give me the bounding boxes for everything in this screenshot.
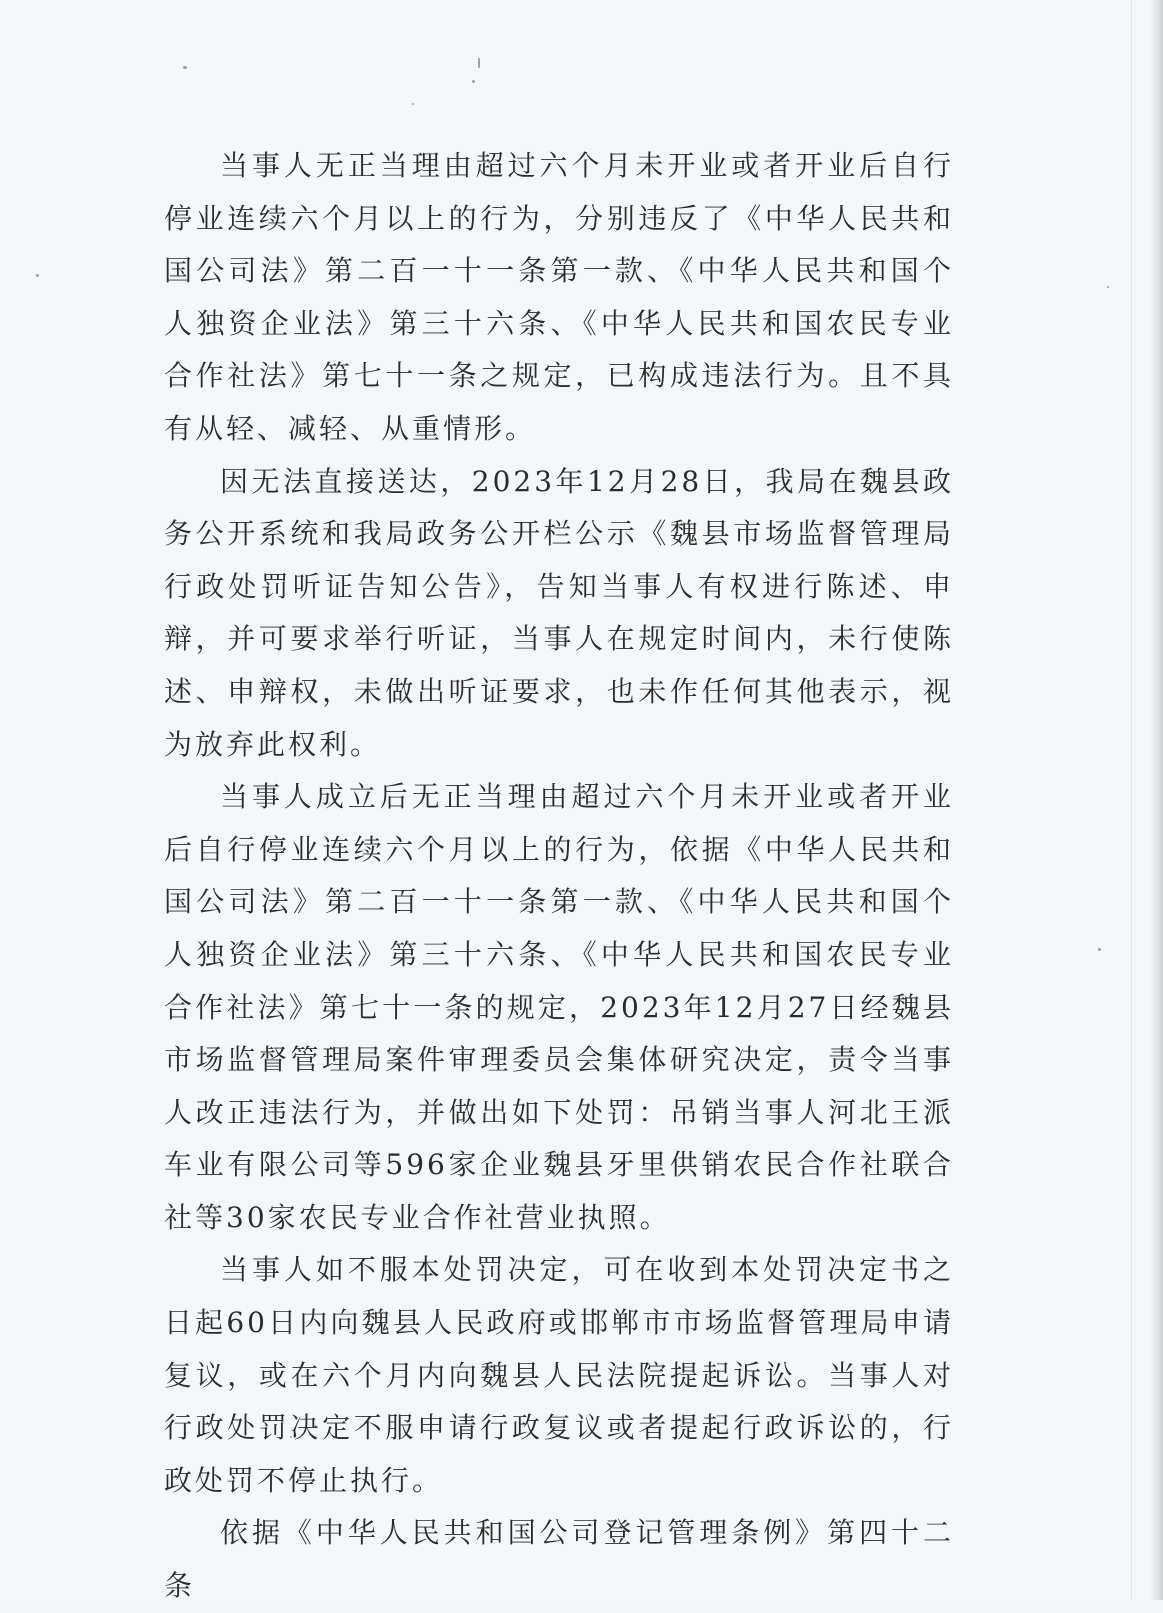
paragraph-notice: 因无法直接送达，2023年12月28日，我局在魏县政务公开系统和我局政务公开栏公示《魏县市场监督管理局行政处罚听证告知公告》，告知当事人有权进行陈述、申辩，并可要求举行听证，当事人在规定时间内，未行使陈述、申辩权，未做出听证要求，也未作任何其他表示，视为放弃此权利。	[164, 464, 954, 761]
scan-speck	[412, 103, 414, 105]
paragraph-appeal-rights: 当事人如不服本处罚决定，可在收到本处罚决定书之日起60日内向魏县人民政府或邯郸市市场监督管理局申请复议，或在六个月内向魏县人民法院提起诉讼。当事人对行政处罚决定不服申请行政复议或者提起行政诉讼的，行政处罚不停止执行。	[164, 1253, 954, 1497]
paragraph-legal-basis: 依据《中华人民共和国公司登记管理条例》第四十二条	[164, 1516, 954, 1603]
scan-speck	[36, 274, 39, 277]
paragraph-violation: 当事人无正当理由超过六个月未开业或者开业后自行停业连续六个月以上的行为，分别违反了《中华人民共和国公司法》第二百一十一条第一款、《中华人民共和国个人独资企业法》第三十六条、《中华人民共和国农民专业合作社法》第七十一条之规定，已构成违法行为。且不具有从轻、减轻、从重情形。	[164, 149, 954, 445]
scan-speck	[183, 66, 187, 69]
paragraph-decision: 当事人成立后无正当理由超过六个月未开业或者开业后自行停业连续六个月以上的行为，依据《中华人民共和国公司法》第二百一十一条第一款、《中华人民共和国个人独资企业法》第三十六条、《中华人民共和国农民专业合作社法》第七十一条的规定，2023年12月27日经魏县市场监督管理局案件审理委员会集体研究决定，责令当事人改正违法行为，并做出如下处罚：吊销当事人河北王派车业有限公司等596家企业魏县牙里供销农民合作社联合社等30家农民专业合作社营业执照。	[164, 780, 954, 1234]
paper-edge-shadow	[1149, 0, 1163, 1600]
scan-speck	[472, 80, 475, 83]
scan-speck	[1107, 286, 1109, 288]
scan-edge-line	[1131, 0, 1132, 1600]
scan-speck	[478, 58, 480, 68]
scan-speck	[1098, 948, 1101, 951]
document-body	[164, 140, 954, 1613]
